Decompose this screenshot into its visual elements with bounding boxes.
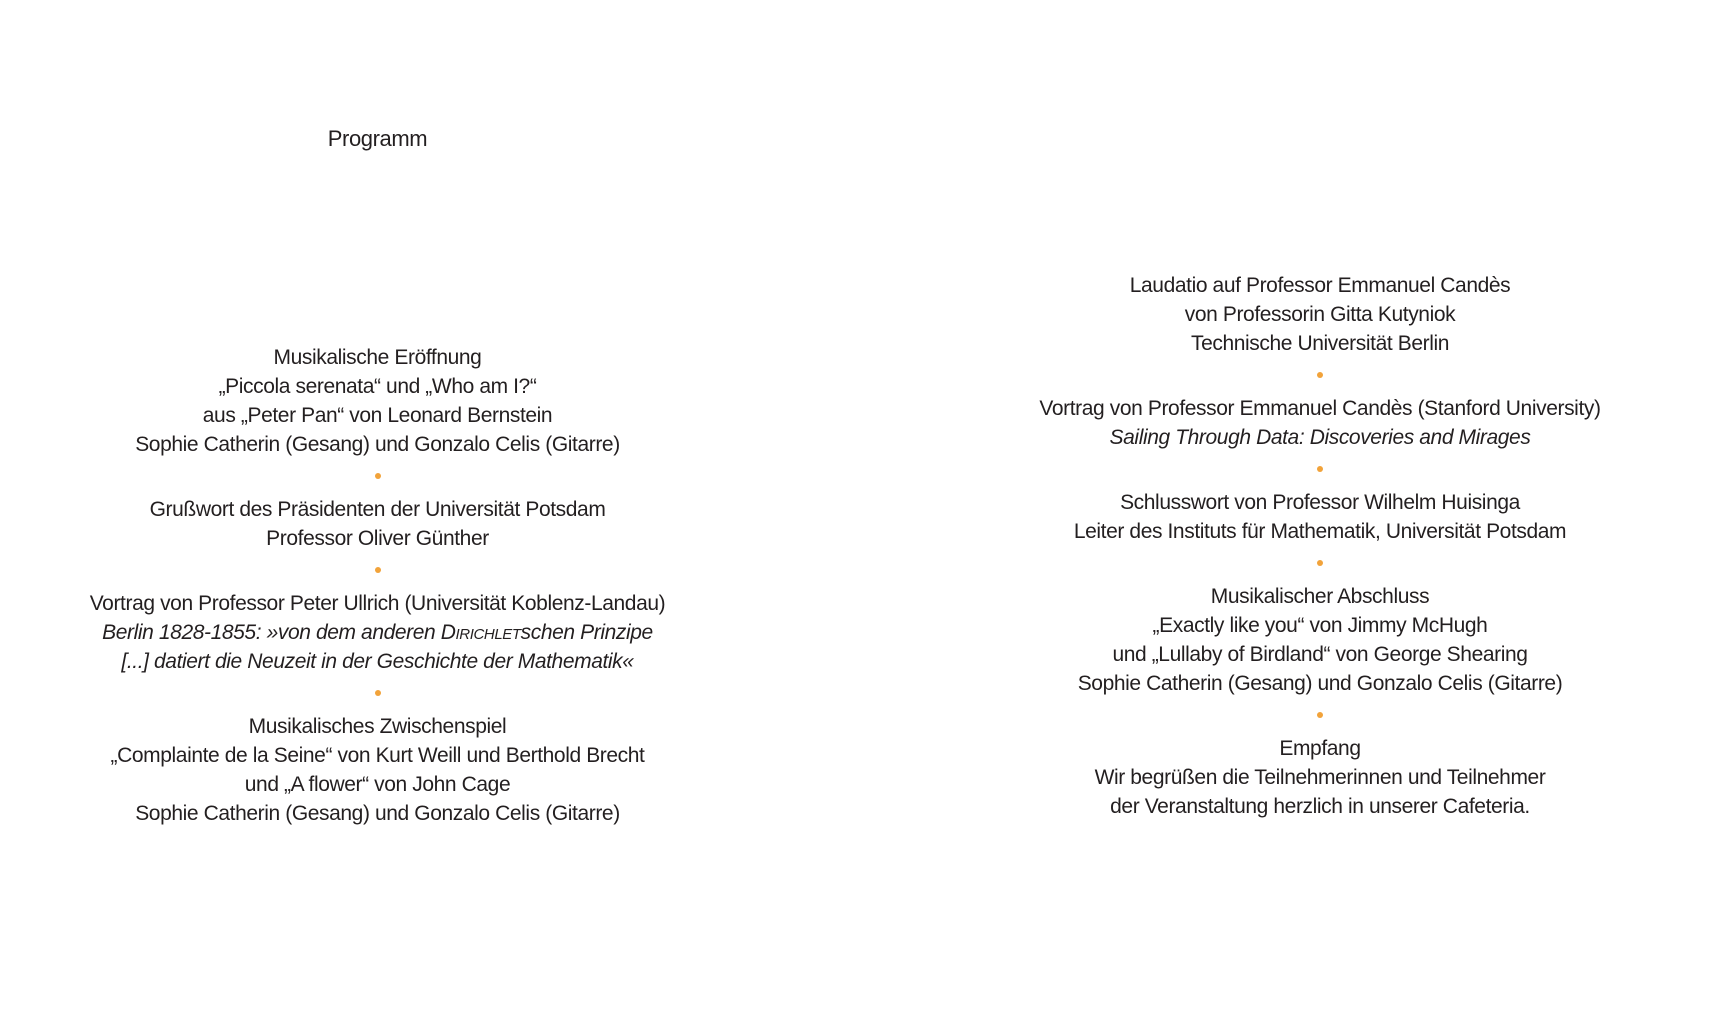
- program-column-left: [60, 343, 695, 828]
- program-line: aus „Peter Pan“ von Leonard Bernstein: [202, 404, 553, 427]
- program-item: [60, 343, 695, 459]
- program-column-right: [1000, 271, 1640, 821]
- program-line: Wir begrüßen die Teilnehmerinnen und Teilnehmer: [1094, 766, 1546, 789]
- program-line: [60, 618, 695, 647]
- program-line: und „Lullaby of Birdland“ von George Shearing: [1112, 643, 1528, 666]
- program-line: Vortrag von Professor Peter Ullrich (Universität Koblenz-Landau): [89, 592, 666, 615]
- program-line: „Exactly like you“ von Jimmy McHugh: [1152, 614, 1488, 637]
- program-line: „Complainte de la Seine“ von Kurt Weill und Berthold Brecht: [110, 744, 645, 767]
- separator-dot: [1317, 466, 1323, 472]
- program-item: [1000, 734, 1640, 821]
- program-line: von Professorin Gitta Kutyniok: [1184, 303, 1456, 326]
- program-line: Technische Universität Berlin: [1190, 332, 1450, 355]
- program-item: [1000, 271, 1640, 358]
- program-line: Leiter des Instituts für Mathematik, Universität Potsdam: [1073, 520, 1567, 543]
- separator-dot: [1317, 560, 1323, 566]
- program-line: Vortrag von Professor Emmanuel Candès (Stanford University): [1039, 397, 1601, 420]
- program-line: Sophie Catherin (Gesang) und Gonzalo Celis (Gitarre): [135, 433, 620, 456]
- program-line: Musikalische Eröffnung: [273, 346, 482, 369]
- separator-dot: [1317, 712, 1323, 718]
- program-line: Grußwort des Präsidenten der Universität Potsdam: [149, 498, 606, 521]
- separator-dot: [375, 567, 381, 573]
- program-line: Professor Oliver Günther: [266, 527, 489, 550]
- program-line: Sophie Catherin (Gesang) und Gonzalo Celis (Gitarre): [1077, 672, 1563, 695]
- program-line: Empfang: [1279, 737, 1361, 760]
- page-title: Programm: [327, 126, 428, 151]
- separator-dot: [375, 690, 381, 696]
- program-line: „Piccola serenata“ und „Who am I?“: [218, 375, 537, 398]
- program-item: [1000, 394, 1640, 452]
- program-line: Musikalischer Abschluss: [1210, 585, 1430, 608]
- program-item: [60, 589, 695, 676]
- program-line: Laudatio auf Professor Emmanuel Candès: [1129, 274, 1511, 297]
- program-line: Sophie Catherin (Gesang) und Gonzalo Celis (Gitarre): [135, 802, 620, 825]
- program-line: [...] datiert die Neuzeit in der Geschichte der Mathematik«: [121, 650, 634, 673]
- program-item: [60, 712, 695, 828]
- program-line: der Veranstaltung herzlich in unserer Cafeteria.: [1110, 795, 1530, 818]
- program-line-part: Dirichlet: [440, 621, 521, 644]
- program-line: und „A flower“ von John Cage: [244, 773, 511, 796]
- program-item: [60, 495, 695, 553]
- program-item: [1000, 488, 1640, 546]
- program-line: Musikalisches Zwischenspiel: [248, 715, 507, 738]
- program-line: Sailing Through Data: Discoveries and Mirages: [1109, 426, 1531, 449]
- program-line-part: schen Prinzipe: [520, 621, 653, 644]
- separator-dot: [375, 473, 381, 479]
- program-line: Schlusswort von Professor Wilhelm Huisinga: [1120, 491, 1520, 514]
- program-item: [1000, 582, 1640, 698]
- program-line-part: Berlin 1828-1855: »von dem anderen: [102, 621, 441, 644]
- separator-dot: [1317, 372, 1323, 378]
